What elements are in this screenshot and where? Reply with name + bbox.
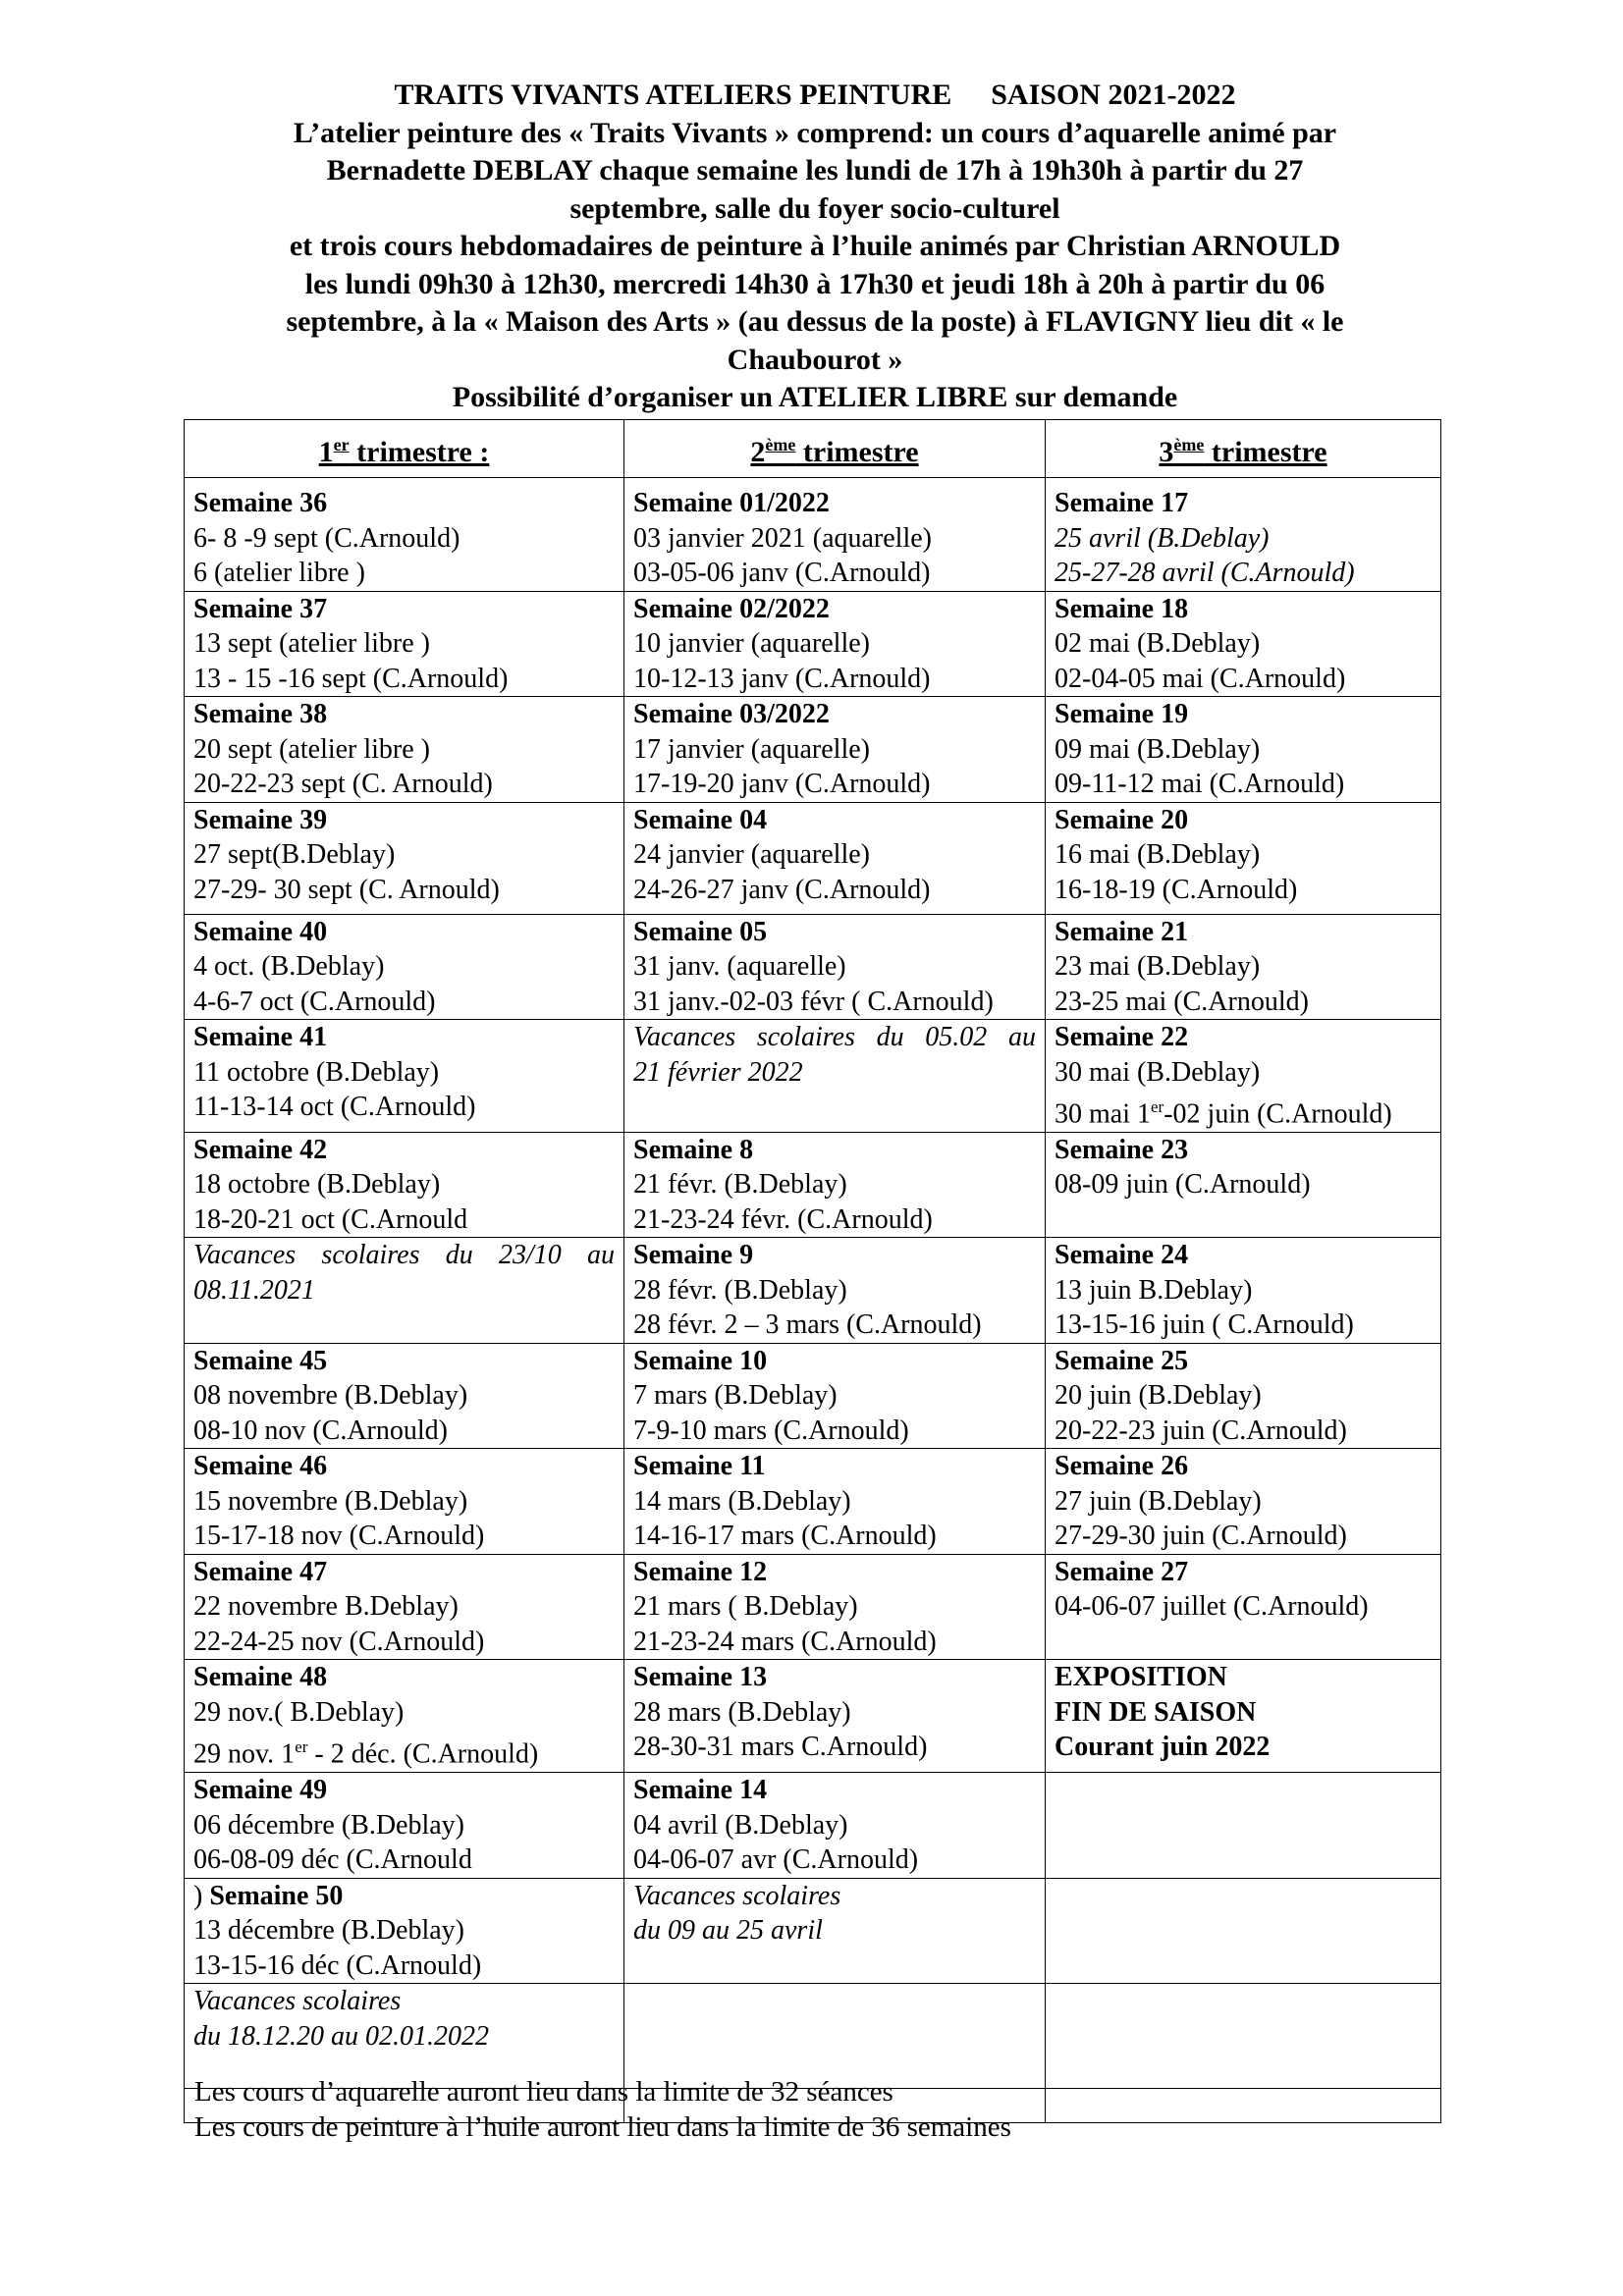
week-title: Semaine 04 xyxy=(633,804,768,835)
session-line: 28 févr. (B.Deblay) xyxy=(633,1274,847,1306)
session-line: 18-20-21 oct (C.Arnould xyxy=(193,1203,468,1235)
session-line: 18 octobre (B.Deblay) xyxy=(193,1169,441,1201)
session-line: 15 novembre (B.Deblay) xyxy=(193,1485,468,1517)
session-line: 20-22-23 sept (C. Arnould) xyxy=(193,769,493,799)
week-title: EXPOSITION xyxy=(1055,1662,1227,1693)
week-title: Semaine 38 xyxy=(193,699,328,729)
schedule-cell xyxy=(185,1343,624,1449)
schedule-cell xyxy=(1046,1878,1441,1984)
week-title: Semaine 01/2022 xyxy=(633,488,830,518)
schedule-cell xyxy=(1046,1554,1441,1660)
holiday-note: 21 février 2022 xyxy=(633,1056,803,1088)
session-line: 09 mai (B.Deblay) xyxy=(1055,733,1261,765)
session-line: 6 (atelier libre ) xyxy=(193,558,365,588)
schedule-cell xyxy=(624,1132,1046,1238)
session-line: 08-10 nov (C.Arnould) xyxy=(193,1415,448,1446)
session-line: 30 mai 1er-02 juin (C.Arnould) xyxy=(1055,1097,1392,1130)
schedule-cell xyxy=(624,591,1046,697)
session-line: 17-19-20 janv (C.Arnould) xyxy=(633,769,931,799)
title-text: TRAITS VIVANTS ATELIERS PEINTURE xyxy=(394,79,952,111)
week-title: Semaine 14 xyxy=(633,1775,768,1806)
session-line: 20 juin (B.Deblay) xyxy=(1055,1380,1262,1412)
table-header-row xyxy=(185,420,1441,478)
week-title: Semaine 24 xyxy=(1055,1240,1189,1271)
schedule-cell xyxy=(1046,1132,1441,1238)
schedule-cell xyxy=(624,1554,1046,1660)
week-title: Semaine 21 xyxy=(1055,916,1189,947)
session-line: 15-17-18 nov (C.Arnould) xyxy=(193,1521,485,1552)
session-line: 29 nov. 1er - 2 déc. (C.Arnould) xyxy=(193,1737,539,1770)
session-line: 27-29- 30 sept (C. Arnould) xyxy=(193,874,500,905)
schedule-cell xyxy=(1046,1238,1441,1344)
schedule-cell xyxy=(185,802,624,914)
week-title: Semaine 19 xyxy=(1055,699,1189,729)
session-line: 20-22-23 juin (C.Arnould) xyxy=(1055,1415,1347,1446)
table-row xyxy=(185,1238,1441,1344)
schedule-cell xyxy=(185,914,624,1020)
week-title: Semaine 17 xyxy=(1055,488,1189,518)
session-line: 17 janvier (aquarelle) xyxy=(633,733,870,765)
week-title: Semaine 10 xyxy=(633,1345,768,1376)
session-line: 21 mars ( B.Deblay) xyxy=(633,1591,858,1623)
column-header-trimestre-2: 2ème trimestre xyxy=(624,420,1046,478)
session-line: 14-16-17 mars (C.Arnould) xyxy=(633,1521,937,1552)
schedule-cell xyxy=(185,478,624,592)
session-line: 28 févr. 2 – 3 mars (C.Arnould) xyxy=(633,1309,982,1341)
session-line: 22 novembre B.Deblay) xyxy=(193,1591,459,1623)
session-line: 04 avril (B.Deblay) xyxy=(633,1809,848,1841)
week-title: Semaine 9 xyxy=(633,1240,754,1271)
schedule-table xyxy=(184,419,1441,2123)
week-title: Semaine 05 xyxy=(633,916,768,947)
schedule-cell xyxy=(185,1660,624,1773)
session-line: 21-23-24 mars (C.Arnould) xyxy=(633,1626,937,1657)
session-line: 24-26-27 janv (C.Arnould) xyxy=(633,874,931,905)
holiday-note: Vacances scolaires du 23/10 au xyxy=(193,1240,615,1271)
document-header xyxy=(187,77,1443,417)
document-footer xyxy=(194,2074,1011,2145)
week-title: Semaine 49 xyxy=(193,1775,328,1806)
schedule-cell xyxy=(1046,1343,1441,1449)
intro-line: et trois cours hebdomadaires de peinture à l’huile animés par Christian ARNOULD xyxy=(289,230,1341,262)
document-title xyxy=(187,77,1443,115)
session-line: 21 févr. (B.Deblay) xyxy=(633,1169,847,1201)
session-line: 28 mars (B.Deblay) xyxy=(633,1696,851,1728)
session-line: 16 mai (B.Deblay) xyxy=(1055,839,1261,870)
schedule-cell xyxy=(624,697,1046,803)
intro-line: septembre, salle du foyer socio-culturel xyxy=(569,191,1060,225)
week-title: Semaine 12 xyxy=(633,1556,768,1587)
session-line: 10-12-13 janv (C.Arnould) xyxy=(633,663,931,694)
schedule-cell xyxy=(1046,591,1441,697)
session-line: 30 mai (B.Deblay) xyxy=(1055,1056,1261,1088)
schedule-cell xyxy=(1046,1984,1441,2089)
session-line: 22-24-25 nov (C.Arnould) xyxy=(193,1626,485,1657)
week-title: Semaine 39 xyxy=(193,804,328,835)
session-line: 10 janvier (aquarelle) xyxy=(633,628,870,659)
schedule-cell xyxy=(1046,1449,1441,1555)
table-row xyxy=(185,1773,1441,1879)
session-line: 31 janv.-02-03 févr ( C.Arnould) xyxy=(633,986,994,1017)
week-title: Semaine 11 xyxy=(633,1451,766,1482)
week-title: Semaine 46 xyxy=(193,1451,328,1482)
holiday-note: Vacances scolaires du 05.02 au xyxy=(633,1022,1036,1052)
table-row xyxy=(185,914,1441,1020)
intro-line: L’atelier peinture des « Traits Vivants » comprend: un cours d’aquarelle animé par xyxy=(293,116,1337,149)
table-row xyxy=(185,802,1441,914)
schedule-cell xyxy=(624,1660,1046,1773)
schedule-cell xyxy=(1046,802,1441,914)
session-line: 11 octobre (B.Deblay) xyxy=(193,1056,440,1088)
footer-note: Les cours d’aquarelle auront lieu dans la limite de 32 séances xyxy=(194,2076,893,2108)
schedule-cell xyxy=(1046,697,1441,803)
session-line: 06 décembre (B.Deblay) xyxy=(193,1809,464,1841)
session-line: 13-15-16 déc (C.Arnould) xyxy=(193,1949,482,1981)
session-line: 03-05-06 janv (C.Arnould) xyxy=(633,558,931,588)
schedule-cell xyxy=(624,1878,1046,1984)
schedule-cell xyxy=(185,1878,624,1984)
schedule-cell xyxy=(185,1449,624,1555)
week-title: Semaine 47 xyxy=(193,1556,328,1587)
session-line: 04-06-07 avr (C.Arnould) xyxy=(633,1844,919,1876)
season-text: SAISON 2021-2022 xyxy=(991,79,1236,111)
session-line: 24 janvier (aquarelle) xyxy=(633,839,870,870)
week-title: Semaine 37 xyxy=(193,593,328,624)
table-row xyxy=(185,1984,1441,2089)
week-title: Semaine 22 xyxy=(1055,1022,1189,1052)
week-title: Semaine 20 xyxy=(1055,804,1189,835)
week-title: Semaine 23 xyxy=(1055,1134,1189,1165)
schedule-cell xyxy=(624,1449,1046,1555)
holiday-note: Vacances scolaires xyxy=(193,1986,402,2017)
schedule-cell xyxy=(624,802,1046,914)
session-line: 4 oct. (B.Deblay) xyxy=(193,951,385,982)
session-line: 06-08-09 déc (C.Arnould xyxy=(193,1844,472,1876)
table-row xyxy=(185,697,1441,803)
session-line: Courant juin 2022 xyxy=(1055,1732,1271,1763)
session-line: 13 juin B.Deblay) xyxy=(1055,1274,1253,1306)
schedule-cell xyxy=(185,1132,624,1238)
schedule-cell xyxy=(624,1238,1046,1344)
table-row xyxy=(185,1660,1441,1773)
week-title: Semaine 40 xyxy=(193,916,328,947)
session-line: 4-6-7 oct (C.Arnould) xyxy=(193,986,436,1017)
session-line: 23-25 mai (C.Arnould) xyxy=(1055,986,1309,1017)
session-line: FIN DE SAISON xyxy=(1055,1696,1257,1728)
session-line: 13 sept (atelier libre ) xyxy=(193,628,431,659)
week-title: Semaine 26 xyxy=(1055,1451,1189,1482)
holiday-note: Vacances scolaires xyxy=(633,1880,841,1911)
session-line: 04-06-07 juillet (C.Arnould) xyxy=(1055,1591,1369,1623)
session-line: 7 mars (B.Deblay) xyxy=(633,1380,838,1412)
table-row xyxy=(185,478,1441,592)
session-line: 6- 8 -9 sept (C.Arnould) xyxy=(193,522,460,554)
schedule-cell xyxy=(1046,1773,1441,1879)
holiday-note: 25-27-28 avril (C.Arnould) xyxy=(1055,558,1355,588)
session-line: 08-09 juin (C.Arnould) xyxy=(1055,1169,1311,1201)
schedule-cell xyxy=(185,1984,624,2089)
session-line: 16-18-19 (C.Arnould) xyxy=(1055,874,1298,905)
intro-line: Chaubourot » xyxy=(727,343,903,376)
week-title: Semaine 25 xyxy=(1055,1345,1189,1376)
schedule-cell xyxy=(185,1020,624,1133)
schedule-cell xyxy=(185,697,624,803)
schedule-cell xyxy=(1046,2089,1441,2123)
week-title: Semaine 13 xyxy=(633,1662,768,1693)
holiday-note: du 18.12.20 au 02.01.2022 xyxy=(193,2020,489,2052)
schedule-cell xyxy=(1046,914,1441,1020)
session-line: 11-13-14 oct (C.Arnould) xyxy=(193,1092,476,1122)
holiday-note: du 09 au 25 avril xyxy=(633,1915,823,1947)
week-title: Semaine 8 xyxy=(633,1134,754,1165)
week-title: Semaine 27 xyxy=(1055,1556,1189,1587)
intro-line: septembre, à la « Maison des Arts » (au dessus de la poste) à FLAVIGNY lieu dit « le xyxy=(286,305,1344,338)
session-line: 13-15-16 juin ( C.Arnould) xyxy=(1055,1309,1354,1341)
holiday-note: 08.11.2021 xyxy=(193,1274,315,1306)
week-title: Semaine 41 xyxy=(193,1022,328,1052)
session-line: 14 mars (B.Deblay) xyxy=(633,1485,851,1517)
week-title: Semaine 45 xyxy=(193,1345,328,1376)
table-row xyxy=(185,591,1441,697)
table-row xyxy=(185,1343,1441,1449)
session-line: 31 janv. (aquarelle) xyxy=(633,951,846,982)
schedule-cell xyxy=(624,1773,1046,1879)
table-row xyxy=(185,1020,1441,1133)
intro-line: Bernadette DEBLAY chaque semaine les lundi de 17h à 19h30h à partir du 27 xyxy=(326,154,1304,187)
session-line: 13 - 15 -16 sept (C.Arnould) xyxy=(193,663,509,694)
week-title: Semaine 03/2022 xyxy=(633,699,830,729)
week-title: Semaine 48 xyxy=(193,1662,328,1693)
footer-note: Les cours de peinture à l’huile auront lieu dans la limite de 36 semaines xyxy=(194,2111,1011,2143)
session-line: 27 sept(B.Deblay) xyxy=(193,839,396,870)
session-line: 13 décembre (B.Deblay) xyxy=(193,1915,464,1947)
schedule-cell xyxy=(1046,478,1441,592)
table-row xyxy=(185,1449,1441,1555)
session-line: 7-9-10 mars (C.Arnould) xyxy=(633,1415,909,1446)
column-header-trimestre-3: 3ème trimestre xyxy=(1046,420,1441,478)
schedule-cell xyxy=(185,1773,624,1879)
session-line: 20 sept (atelier libre ) xyxy=(193,733,431,765)
intro-line: Possibilité d’organiser un ATELIER LIBRE sur demande xyxy=(452,381,1178,413)
schedule-cell xyxy=(624,478,1046,592)
week-title: Semaine 42 xyxy=(193,1134,328,1165)
schedule-cell xyxy=(624,1984,1046,2089)
week-title: ) Semaine 50 xyxy=(193,1880,344,1911)
schedule-cell xyxy=(185,1238,624,1344)
week-title: Semaine 36 xyxy=(193,488,328,518)
schedule-cell xyxy=(624,1020,1046,1133)
schedule-cell xyxy=(185,591,624,697)
session-line: 28-30-31 mars C.Arnould) xyxy=(633,1732,928,1763)
session-line: 29 nov.( B.Deblay) xyxy=(193,1696,405,1728)
session-line: 23 mai (B.Deblay) xyxy=(1055,951,1261,982)
schedule-cell xyxy=(1046,1020,1441,1133)
session-line: 08 novembre (B.Deblay) xyxy=(193,1380,468,1412)
week-title: Semaine 18 xyxy=(1055,593,1189,624)
schedule-body xyxy=(185,478,1441,2123)
week-title: Semaine 02/2022 xyxy=(633,593,830,624)
session-line: 09-11-12 mai (C.Arnould) xyxy=(1055,769,1345,799)
schedule-cell xyxy=(624,1343,1046,1449)
schedule-cell xyxy=(1046,1660,1441,1773)
holiday-note: 25 avril (B.Deblay) xyxy=(1055,522,1270,554)
session-line: 02-04-05 mai (C.Arnould) xyxy=(1055,663,1346,694)
session-line: 02 mai (B.Deblay) xyxy=(1055,628,1261,659)
session-line: 27 juin (B.Deblay) xyxy=(1055,1485,1262,1517)
schedule-cell xyxy=(624,914,1046,1020)
table-row xyxy=(185,1878,1441,1984)
session-line: 03 janvier 2021 (aquarelle) xyxy=(633,522,932,554)
column-header-trimestre-1: 1er trimestre : xyxy=(185,420,624,478)
table-row xyxy=(185,1132,1441,1238)
schedule-cell xyxy=(185,1554,624,1660)
table-row xyxy=(185,1554,1441,1660)
intro-line: les lundi 09h30 à 12h30, mercredi 14h30 à 17h30 et jeudi 18h à 20h à partir du 06 xyxy=(304,267,1325,300)
session-line: 27-29-30 juin (C.Arnould) xyxy=(1055,1521,1347,1552)
session-line: 21-23-24 févr. (C.Arnould) xyxy=(633,1203,933,1235)
